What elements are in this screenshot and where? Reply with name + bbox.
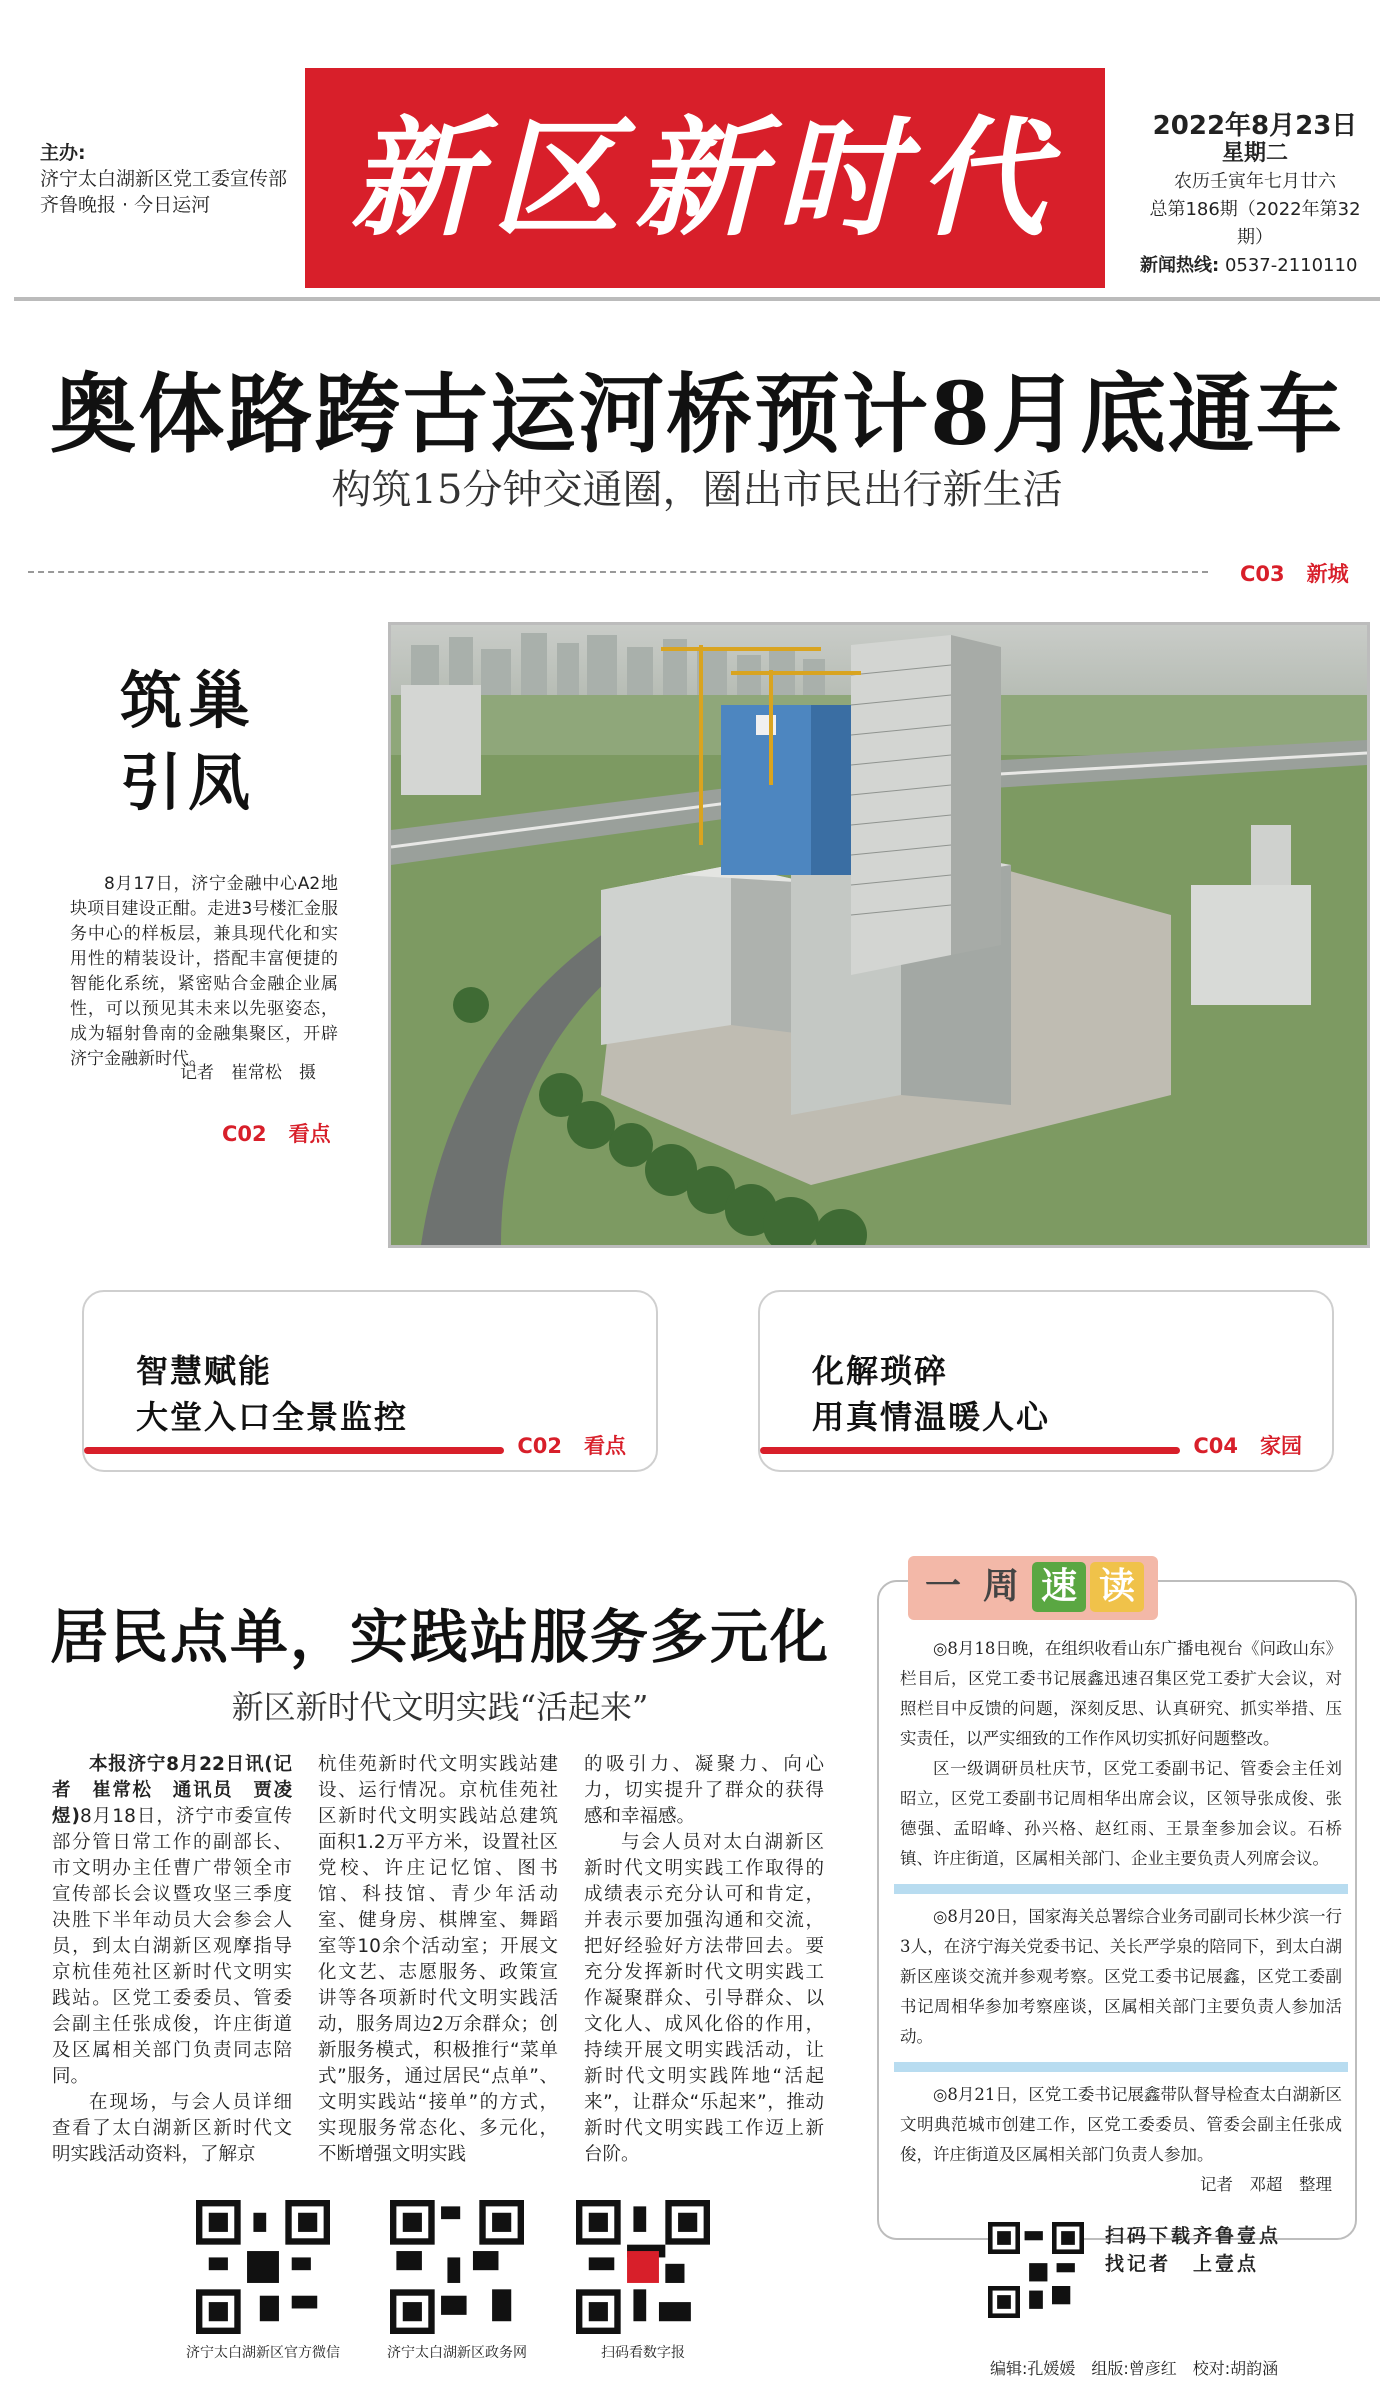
masthead-divider: [14, 297, 1380, 301]
qr-caption: 扫码看数字报: [601, 2345, 685, 2361]
qr-caption: 济宁太白湖新区官方微信: [186, 2345, 340, 2361]
sponsor-line-1: 济宁太白湖新区党工委宣传部: [40, 168, 288, 190]
lead-headline[interactable]: 奥体路跨古运河桥预计8月底通车: [50, 364, 1344, 465]
promo-line-2: 找记者 上壹点: [1105, 2253, 1260, 2275]
digest-item: ◎8月18日晚，在组织收看山东广播电视台《问政山东》栏目后，区党工委书记展鑫迅速召集区党工委扩大会议，对照栏目中反馈的问题，深刻反思、认真研究、抓实举措、压实责任，以严实细致的工作作风切实抓好问题整改。: [900, 1639, 1342, 1748]
qr-code-digital-paper[interactable]: [576, 2200, 710, 2334]
story-headline[interactable]: 居民点单，实践站服务多元化: [49, 1603, 830, 1671]
hotline-label: 新闻热线:: [1140, 255, 1220, 276]
story-column-3: [584, 1752, 824, 2168]
red-bar: [760, 1447, 1180, 1454]
story-column-1: [52, 1752, 292, 2168]
issue-number: 总第186期（2022年第32期）: [1149, 199, 1361, 248]
weekly-digest-body: [900, 1634, 1342, 2200]
podium-left: [601, 865, 811, 1045]
dashed-divider: [28, 571, 1208, 573]
teaser-box-right[interactable]: [758, 1290, 1334, 1472]
feature-page-ref[interactable]: [222, 1118, 331, 1148]
right-building: [1191, 885, 1311, 1005]
story-paragraph: 在现场，与会人员详细查看了太白湖新区新时代文明实践活动资料，了解京: [52, 2092, 292, 2165]
digest-separator: [894, 2062, 1348, 2072]
section-name: 看点: [288, 1122, 331, 1146]
blue-tower: [721, 705, 861, 875]
feature-title: [120, 660, 256, 824]
red-bar: [84, 1447, 504, 1454]
feature-title-line-2: 引凤: [120, 746, 257, 819]
sponsor-block: [40, 140, 287, 218]
hotline-number: 0537-2110110: [1224, 255, 1358, 276]
construction-site-photo[interactable]: [388, 622, 1370, 1248]
tall-tower: [851, 635, 1001, 975]
issue-info: [1140, 112, 1370, 280]
story-paragraph: 8月18日，济宁市委宣传部分管日常工作的副部长、市文明办主任曹广带领全市宣传部长会议暨攻坚三季度决胜下半年动员大会参会人员，到太白湖新区观摩指导京杭佳苑社区新时代文明实践站。区党工委委员、管委会副主任张成俊，许庄街道及区属相关部门负责同志陪同。: [52, 1806, 292, 2087]
tag-char: 周: [974, 1562, 1028, 1612]
page-code: C02: [222, 1122, 267, 1146]
story-column-2: [318, 1752, 558, 2168]
page-code: C04: [1193, 1434, 1238, 1458]
feature-title-line-1: 筑巢: [120, 664, 257, 737]
digest-item: ◎8月20日，国家海关总署综合业务司副司长林少滨一行3人，在济宁海关党委书记、关长严学泉的陪同下，到太白湖新区座谈交流并参观考察。区党工委书记展鑫，区党工委副书记周相华参加考察座谈，区属相关部门主要负责人参加活动。: [900, 1907, 1342, 2046]
qr-code-wechat[interactable]: [196, 2200, 330, 2334]
app-promo: [1105, 2222, 1281, 2278]
editorial-staff: 编辑:孔媛媛 组版:曾彦红 校对:胡韵涵: [990, 2359, 1279, 2378]
story-paragraph: 的吸引力、凝聚力、向心力，切实提升了群众的获得感和幸福感。: [584, 1754, 824, 1827]
page-code: C03: [1240, 562, 1285, 586]
story-subheadline: 新区新时代文明实践“活起来”: [231, 1688, 649, 1726]
left-building: [401, 685, 481, 795]
section-name: 看点: [584, 1434, 626, 1458]
teaser-line-1: 智慧赋能: [136, 1352, 273, 1390]
sponsor-line-2: 齐鲁晚报 · 今日运河: [40, 194, 211, 216]
teaser-page-ref[interactable]: [1193, 1430, 1302, 1460]
sponsor-label: 主办:: [40, 142, 86, 164]
feature-credit: 记者 崔常松 摄: [180, 1063, 316, 1083]
qr-code-qilu-app[interactable]: [988, 2222, 1084, 2318]
lead-page-ref[interactable]: [1240, 558, 1349, 588]
issue-weekday: 星期二: [1221, 141, 1288, 166]
issue-lunar-date: 农历壬寅年七月廿六: [1174, 171, 1336, 192]
weekly-digest-tag: [908, 1556, 1158, 1620]
tag-char: 读: [1090, 1562, 1144, 1612]
issue-date: 2022年8月23日: [1152, 111, 1358, 141]
tag-char: 一: [916, 1562, 970, 1612]
qr-caption: 济宁太白湖新区政务网: [387, 2345, 527, 2361]
teaser-box-left[interactable]: [82, 1290, 658, 1472]
story-paragraph: 与会人员对太白湖新区新时代文明实践工作取得的成绩表示充分认可和肯定，并表示要加强沟通和交流，把好经验好方法带回去。要充分发挥新时代文明实践工作凝聚群众、引导群众、以文化人、成风化俗的作用，持续开展文明实践活动，让新时代文明实践阵地“活起来”，让群众“乐起来”，推动新时代文明实践工作迈上新台阶。: [584, 1832, 824, 2165]
page-code: C02: [517, 1434, 562, 1458]
promo-line-1: 扫码下载齐鲁壹点: [1105, 2225, 1282, 2247]
feature-caption: 8月17日，济宁金融中心A2地块项目建设正酣。走进3号楼汇金服务中心的样板层，兼具现代化和实用性的精装设计，搭配丰富便捷的智能化系统，紧密贴合金融企业属性，可以预见其未来以先驱姿态，成为辐射鲁南的金融集聚区，开辟济宁金融新时代。: [70, 874, 338, 1069]
digest-item: 区一级调研员杜庆节，区党工委副书记、管委会主任刘昭立，区党工委副书记周相华出席会议，区领导张成俊、张德强、孟昭峰、孙兴格、赵红雨、王景奎参加会议。石桥镇、许庄街道，区属相关部门、企业主要负责人列席会议。: [900, 1759, 1342, 1868]
section-name: 新城: [1306, 562, 1349, 586]
teaser-page-ref[interactable]: [517, 1430, 626, 1460]
story-paragraph: 杭佳苑新时代文明实践站建设、运行情况。京杭佳苑社区新时代文明实践站总建筑面积1.2万平方米，设置社区党校、许庄记忆馆、图书馆、科技馆、青少年活动室、健身房、棋牌室、舞蹈室等10余个活动室；开展文化文艺、志愿服务、政策宣讲等各项新时代文明实践活动，服务周边2万余群众；创新服务模式，积极推行“菜单式”服务，通过居民“点单”、文明实践站“接单”的方式，实现服务常态化、多元化，不断增强文明实践: [318, 1754, 558, 2165]
teaser-line-2: 用真情温暖人心: [812, 1398, 1051, 1436]
digest-item: ◎8月21日，区党工委书记展鑫带队督导检查太白湖新区文明典范城市创建工作，区党工委委员、管委会副主任张成俊，许庄街道及区属相关部门负责人参加。: [900, 2085, 1342, 2164]
masthead-title: 新区新时代: [349, 104, 1060, 254]
teaser-line-1: 化解琐碎: [812, 1352, 949, 1390]
tag-char: 速: [1032, 1562, 1086, 1612]
digest-separator: [894, 1884, 1348, 1894]
masthead-banner: [305, 68, 1105, 288]
news-hotline: [1140, 252, 1370, 280]
lead-subheadline: 构筑15分钟交通圈，圈出市民出行新生活: [331, 467, 1063, 513]
story-byline: 本报济宁8月22日讯(记者 崔常松 通讯员 贾凌煜): [52, 1754, 292, 1827]
section-name: 家园: [1260, 1434, 1302, 1458]
qr-code-website[interactable]: [390, 2200, 524, 2334]
digest-credit: 记者 邓超 整理: [1200, 2175, 1332, 2194]
photo-illustration: [391, 625, 1367, 1245]
teaser-line-2: 大堂入口全景监控: [136, 1398, 409, 1436]
